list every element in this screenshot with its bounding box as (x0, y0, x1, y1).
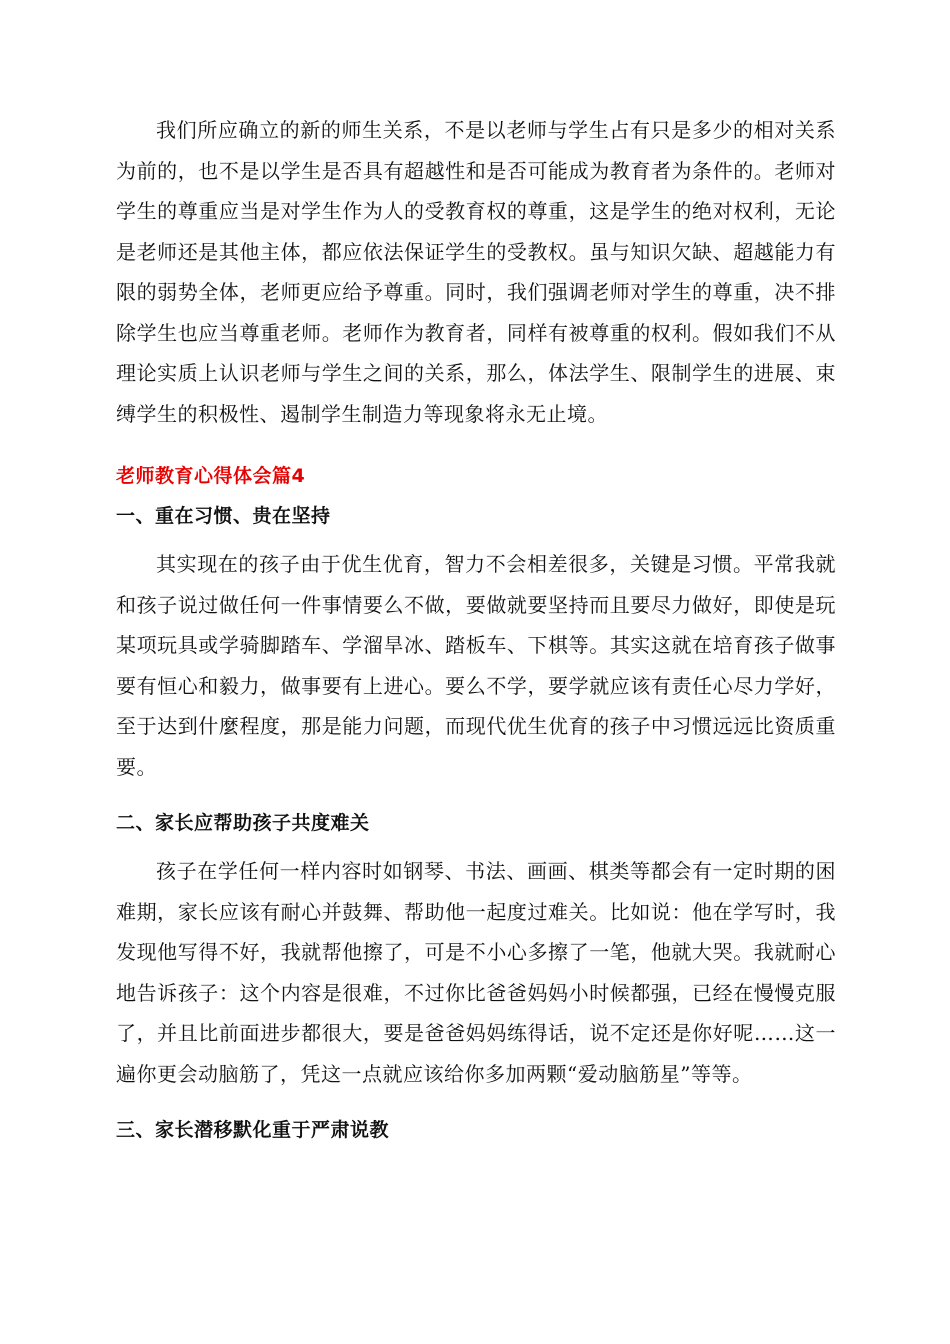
document-page (116, 110, 836, 1150)
heading-help: 二、家长应帮助孩子共度难关 (116, 812, 370, 834)
heading-habit: 一、重在习惯、贵在坚持 (116, 505, 331, 527)
section-title: 老师教育心得体会篇4 (116, 465, 306, 487)
heading-example: 三、家长潜移默化重于严肃说教 (116, 1119, 390, 1141)
help-paragraph: 孩子在学任何一样内容时如钢琴、书法、画画、棋类等都会有一定时期的困难期，家长应该有耐心并鼓舞、帮助他一起度过难关。比如说：他在学写时，我发现他写得不好，我就帮他擦了，可是不小心多擦了一笔，他就大哭。我就耐心地告诉孩子：这个内容是很难，不过你比爸爸妈妈小时候都强，已经在慢慢克服了，并且比前面进步都很大，要是爸爸妈妈练得话，说不定还是你好呢……这一遍你更会动脑筋了，凭这一点就应该给你多加两颗“爱动脑筋星”等等。 (116, 859, 836, 1086)
habit-paragraph: 其实现在的孩子由于优生优育，智力不会相差很多，关键是习惯。平常我就和孩子说过做任何一件事情要么不做，要做就要坚持而且要尽力做好，即使是玩某项玩具或学骑脚踏车、学溜旱冰、踏板车、下棋等。其实这就在培育孩子做事要有恒心和毅力，做事要有上进心。要么不学，要学就应该有责任心尽力学好，至于达到什麼程度，那是能力问题，而现代优生优育的孩子中习惯远远比资质重要。 (116, 552, 836, 779)
intro-paragraph: 我们所应确立的新的师生关系，不是以老师与学生占有只是多少的相对关系为前的，也不是以学生是否具有超越性和是否可能成为教育者为条件的。老师对学生的尊重应当是对学生作为人的受教育权的尊重，这是学生的绝对权利，无论是老师还是其他主体，都应依法保证学生的受教权。虽与知识欠缺、超越能力有限的弱势全体，老师更应给予尊重。同时，我们强调老师对学生的尊重，决不排除学生也应当尊重老师。老师作为教育者，同样有被尊重的权利。假如我们不从理论实质上认识老师与学生之间的关系，那么，体法学生、限制学生的进展、束缚学生的积极性、遏制学生制造力等现象将永无止境。 (116, 118, 836, 426)
